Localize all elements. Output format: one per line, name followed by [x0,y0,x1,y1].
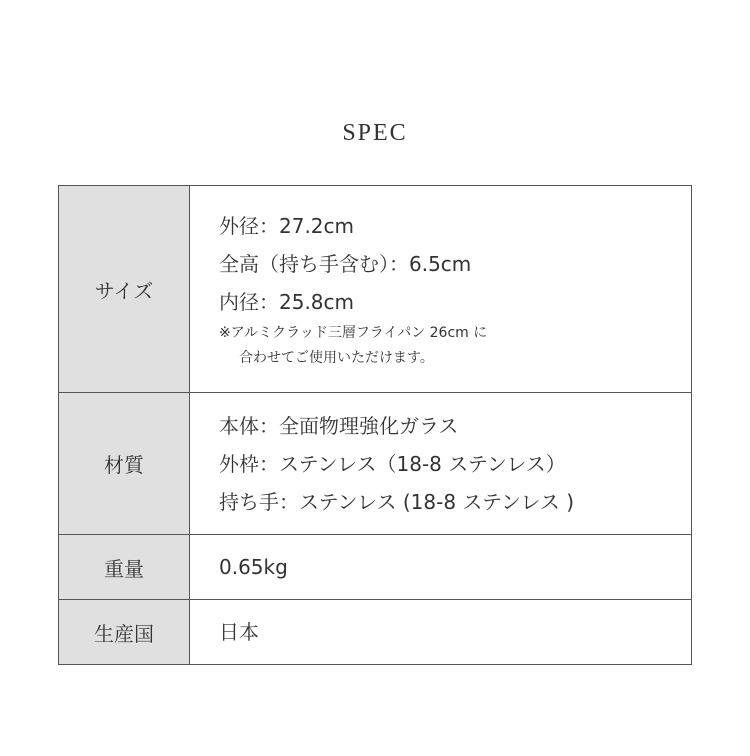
size-note-line-1: ※アルミクラッド三層フライパン 26cm に [219,325,488,341]
row-label-weight: 重量 [59,535,190,600]
table-row-material [59,393,692,535]
row-label-size: サイズ [59,186,190,393]
page-title: SPEC [342,120,408,146]
origin-value: 日本 [219,620,259,644]
weight-value: 0.65kg [219,555,288,579]
material-frame: 外枠：ステンレス（18-8 ステンレス） [219,451,566,476]
row-label-material: 材質 [59,393,190,535]
size-total-height: 全高（持ち手含む）：6.5cm [219,252,472,276]
table-row-size [59,186,692,393]
table-row-origin [59,600,692,665]
table-row-weight [59,535,692,600]
size-outer-diameter: 外径：27.2cm [219,214,355,238]
row-value-size [190,186,692,393]
size-inner-diameter: 内径：25.8cm [219,290,355,314]
row-value-material [190,393,692,535]
material-handle: 持ち手：ステンレス (18-8 ステンレス ) [219,489,575,514]
material-body: 本体：全面物理強化ガラス [219,413,459,438]
spec-table [58,185,692,665]
row-value-origin [190,600,692,665]
row-value-weight [190,535,692,600]
row-label-origin: 生産国 [59,600,190,665]
size-note-line-2: 合わせてご使用いただけます。 [239,350,434,366]
